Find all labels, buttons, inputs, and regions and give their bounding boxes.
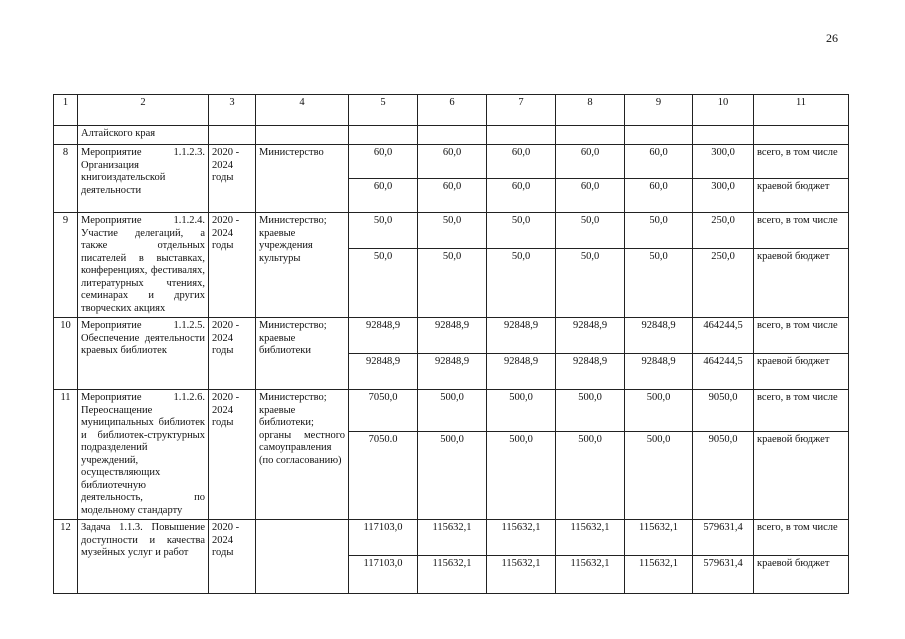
total-cell: 9050,0 [693,431,754,519]
value-cell: 500,0 [556,390,625,432]
table-row [54,520,849,556]
value-cell: 60,0 [349,179,418,213]
value-cell: 60,0 [487,145,556,179]
value-cell: 115632,1 [625,556,693,594]
value-cell: 117103,0 [349,556,418,594]
total-cell: 464244,5 [693,318,754,354]
header-cell: 11 [754,95,849,126]
value-cell: 50,0 [556,249,625,318]
total-cell: 250,0 [693,249,754,318]
value-cell: 115632,1 [418,520,487,556]
value-cell: 117103,0 [349,520,418,556]
measure-name: Задача 1.1.3. Повышение доступности и качества музейных услуг и работ [78,520,209,594]
row-number: 12 [54,520,78,594]
row-number: 8 [54,145,78,213]
total-cell: 464244,5 [693,354,754,390]
row-number: 10 [54,318,78,390]
period: 2020 - 2024 годы [209,390,256,520]
value-cell: 115632,1 [487,520,556,556]
executor: Министерство [256,145,349,213]
header-cell: 1 [54,95,78,126]
executor: Министерство; краевые библиотеки [256,318,349,390]
total-cell: 250,0 [693,213,754,249]
value-cell: 50,0 [349,249,418,318]
executor: Министерство; краевые учреждения культуры [256,213,349,318]
value-cell: 50,0 [487,249,556,318]
value-cell: 92848,9 [487,318,556,354]
value-cell: 92848,9 [487,354,556,390]
value-cell: 50,0 [418,213,487,249]
funding-source: всего, в том числе [754,318,849,354]
funding-source: краевой бюджет [754,556,849,594]
table-row [54,213,849,249]
funding-source: всего, в том числе [754,520,849,556]
continuation-row [54,126,849,145]
funding-source: краевой бюджет [754,179,849,213]
value-cell: 500,0 [556,431,625,519]
value-cell: 115632,1 [556,520,625,556]
value-cell: 50,0 [349,213,418,249]
header-cell: 9 [625,95,693,126]
value-cell: 92848,9 [556,318,625,354]
value-cell: 500,0 [487,390,556,432]
value-cell: 92848,9 [556,354,625,390]
value-cell: 60,0 [556,179,625,213]
value-cell: 92848,9 [349,354,418,390]
value-cell: 60,0 [625,179,693,213]
value-cell: 500,0 [418,431,487,519]
total-cell: 9050,0 [693,390,754,432]
measure-name: Мероприятие 1.1.2.4. Участие делегаций, а также отдельных писателей в выставках, конференциях, фестивалях, литературных чтениях, семинарах и других творческих акциях [78,213,209,318]
total-cell: 579631,4 [693,556,754,594]
header-cell: 10 [693,95,754,126]
total-cell: 579631,4 [693,520,754,556]
value-cell: 92848,9 [625,318,693,354]
value-cell: 7050,0 [349,390,418,432]
table-row [54,390,849,432]
value-cell: 92848,9 [418,318,487,354]
period: 2020 - 2024 годы [209,145,256,213]
value-cell: 60,0 [625,145,693,179]
value-cell: 60,0 [349,145,418,179]
measure-name: Мероприятие 1.1.2.3. Организация книгоиздательской деятельности [78,145,209,213]
period: 2020 - 2024 годы [209,318,256,390]
value-cell: 500,0 [487,431,556,519]
executor: Министерство; краевые библиотеки; органы местного самоуправления (по согласованию) [256,390,349,520]
measure-name: Мероприятие 1.1.2.6. Переоснащение муниципальных библиотек и библиотек-структурных подразделений учреждений, осуществляющих библиотечную деятельность, по модельному стандарту [78,390,209,520]
value-cell: 50,0 [625,213,693,249]
value-cell: 7050.0 [349,431,418,519]
value-cell: 500,0 [418,390,487,432]
measure-name: Мероприятие 1.1.2.5. Обеспечение деятельности краевых библиотек [78,318,209,390]
executor [256,520,349,594]
value-cell: 92848,9 [418,354,487,390]
value-cell: 115632,1 [418,556,487,594]
value-cell: 115632,1 [487,556,556,594]
funding-source: всего, в том числе [754,213,849,249]
continuation-text: Алтайского края [78,126,209,145]
funding-source: краевой бюджет [754,431,849,519]
table-row [54,318,849,354]
funding-source: краевой бюджет [754,354,849,390]
budget-table [53,94,849,594]
total-cell: 300,0 [693,145,754,179]
header-cell: 3 [209,95,256,126]
header-cell: 5 [349,95,418,126]
period: 2020 - 2024 годы [209,213,256,318]
value-cell: 60,0 [418,145,487,179]
value-cell: 60,0 [556,145,625,179]
value-cell: 50,0 [418,249,487,318]
header-row [54,95,849,126]
header-cell: 7 [487,95,556,126]
funding-source: всего, в том числе [754,145,849,179]
funding-source: всего, в том числе [754,390,849,432]
header-cell: 2 [78,95,209,126]
value-cell: 500,0 [625,431,693,519]
value-cell: 60,0 [487,179,556,213]
row-number: 11 [54,390,78,520]
row-number: 9 [54,213,78,318]
value-cell: 115632,1 [556,556,625,594]
value-cell: 50,0 [556,213,625,249]
funding-source: краевой бюджет [754,249,849,318]
value-cell: 500,0 [625,390,693,432]
page-number: 26 [826,31,838,45]
value-cell: 50,0 [487,213,556,249]
total-cell: 300,0 [693,179,754,213]
value-cell: 115632,1 [625,520,693,556]
header-cell: 8 [556,95,625,126]
value-cell: 92848,9 [349,318,418,354]
value-cell: 50,0 [625,249,693,318]
value-cell: 60,0 [418,179,487,213]
table-row [54,145,849,179]
value-cell: 92848,9 [625,354,693,390]
period: 2020 - 2024 годы [209,520,256,594]
header-cell: 4 [256,95,349,126]
header-cell: 6 [418,95,487,126]
